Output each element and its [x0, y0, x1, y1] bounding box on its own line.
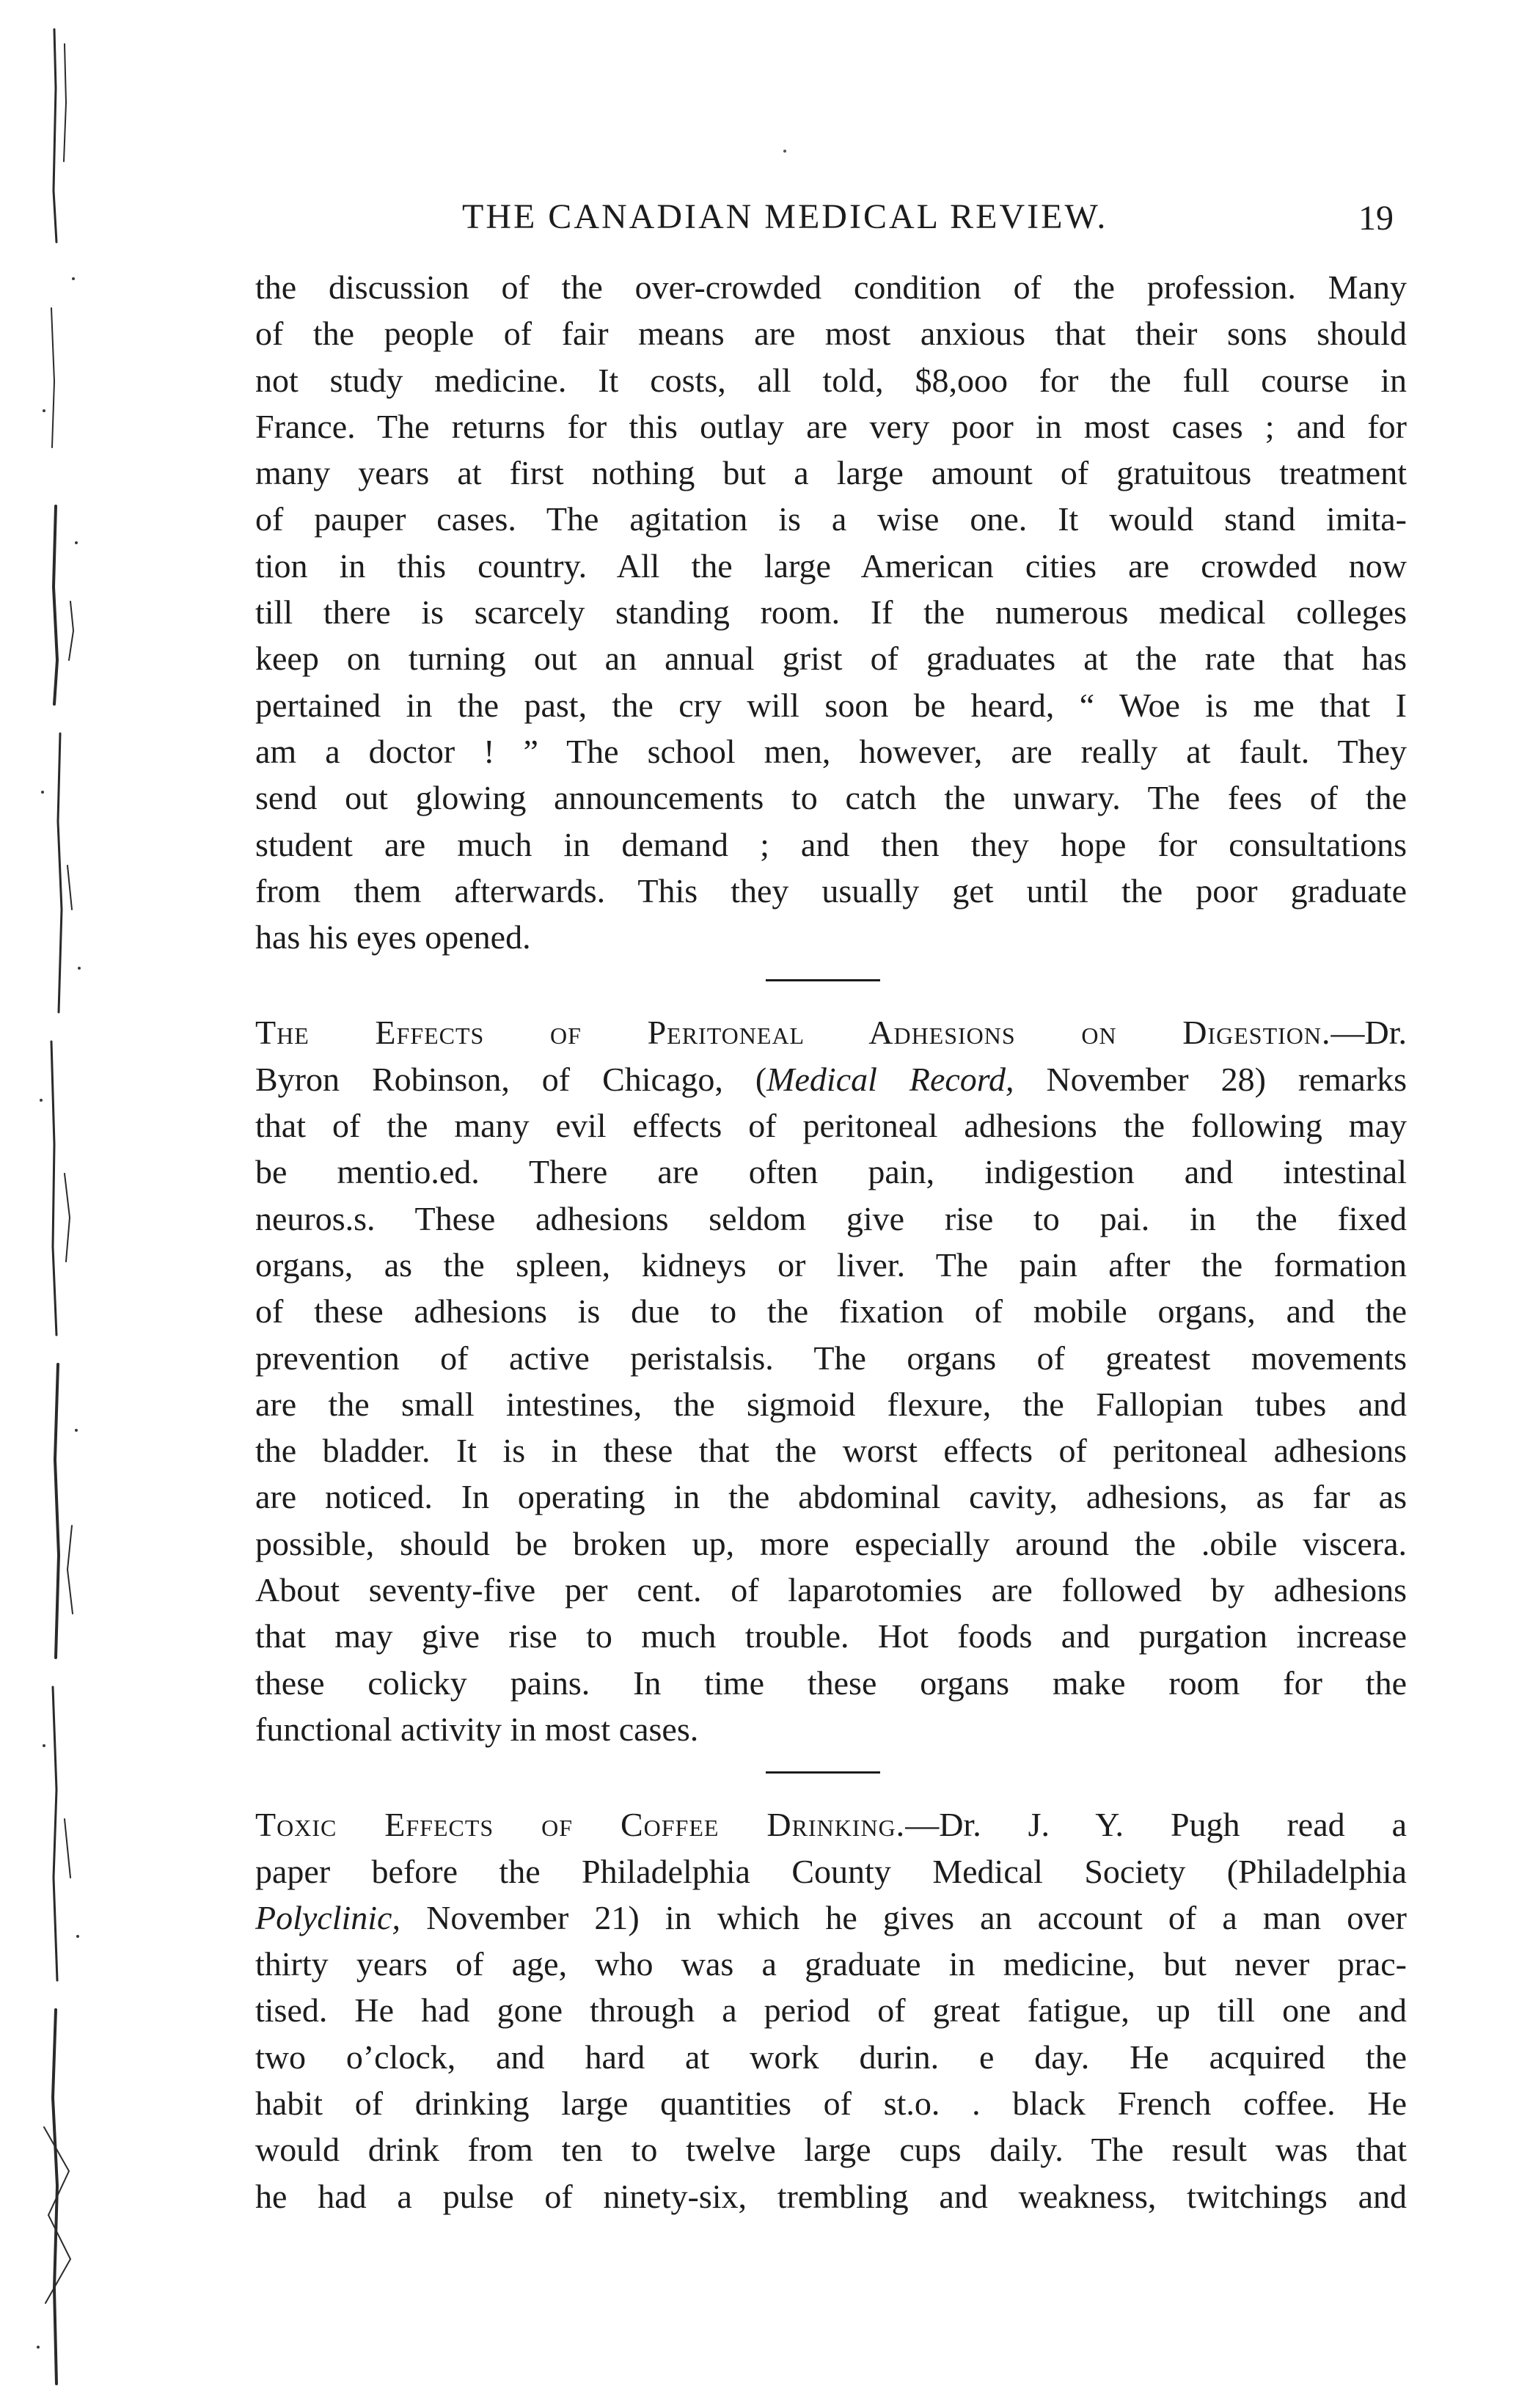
text-segment: Byron Robinson, of Chicago, ( — [255, 1060, 767, 1098]
article-heading-line — [255, 1801, 1407, 1848]
text-line: student are much in demand ; and then they hope for consultations — [255, 825, 1407, 863]
text-line: till there is scarcely standing room. If the numerous medical colleges — [255, 593, 1407, 632]
text-line: prevention of active peristalsis. The organs of greatest movements — [255, 1339, 1407, 1377]
text-line — [255, 1895, 1407, 1941]
text-line: About seventy-five per cent. of laparotomies are followed by adhesions — [255, 1571, 1407, 1609]
text-line: of the people of fair means are most anxious that their sons should — [255, 315, 1407, 353]
text-line: organs, as the spleen, kidneys or liver. The pain after the formation — [255, 1245, 1407, 1284]
text-line: thirty years of age, who was a graduate in medicine, but never prac- — [255, 1945, 1407, 1983]
text-line: that of the many evil effects of peritoneal adhesions the following may — [255, 1107, 1407, 1145]
text-line: are the small intestines, the sigmoid flexure, the Fallopian tubes and — [255, 1385, 1407, 1423]
article-heading: The Effects of Peritoneal Adhesions on Digestion. — [255, 1014, 1331, 1052]
text-line — [255, 1056, 1407, 1102]
text-segment: November 28) remarks — [1014, 1060, 1408, 1098]
journal-title: Medical Record, — [766, 1060, 1014, 1098]
text-line: keep on turning out an annual grist of graduates at the rate that has — [255, 640, 1407, 678]
text-column — [255, 264, 1407, 2219]
text-segment: November 21) in which he gives an account of a man over — [400, 1898, 1407, 1936]
text-line: has his eyes opened. — [255, 918, 531, 956]
text-line: many years at first nothing but a large amount of gratuitous treatment — [255, 454, 1407, 492]
continuation-paragraph — [255, 264, 1407, 960]
journal-title: Polyclinic, — [255, 1898, 400, 1936]
text-line: not study medicine. It costs, all told, $8,ooo for the full course in — [255, 361, 1407, 399]
page-header — [220, 197, 1423, 255]
text-line: the discussion of the over-crowded condition of the profession. Many — [255, 268, 1407, 306]
text-line: send out glowing announcements to catch the unwary. The fees of the — [255, 779, 1407, 817]
text-line: would drink from ten to twelve large cups daily. The result was that — [255, 2131, 1407, 2169]
heading-continuation: —Dr. — [1330, 1014, 1407, 1052]
article-heading-line — [255, 1009, 1407, 1055]
binding-edge-scan-noise — [0, 0, 95, 2408]
text-line: that may give rise to much trouble. Hot foods and purgation increase — [255, 1617, 1407, 1655]
page-number: 19 — [1358, 199, 1394, 238]
text-line: tion in this country. All the large American cities are crowded now — [255, 546, 1407, 585]
text-line: pertained in the past, the cry will soon be heard, “ Woe is me that I — [255, 686, 1407, 724]
article-heading: Toxic Effects of Coffee Drinking. — [255, 1806, 906, 1844]
scan-speck — [783, 150, 786, 153]
text-line: am a doctor ! ” The school men, however, are really at fault. They — [255, 732, 1407, 770]
text-line: habit of drinking large quantities of st.o. . black French coffee. He — [255, 2084, 1407, 2122]
text-line: the bladder. It is in these that the worst effects of peritoneal adhesions — [255, 1432, 1407, 1470]
text-line: are noticed. In operating in the abdominal cavity, adhesions, as far as — [255, 1478, 1407, 1516]
text-line: neuros.s. These adhesions seldom give rise to pai. in the fixed — [255, 1199, 1407, 1237]
article-peritoneal-adhesions — [255, 1009, 1407, 1752]
text-line: these colicky pains. In time these organs make room for the — [255, 1664, 1407, 1702]
article-coffee-drinking — [255, 1801, 1407, 2219]
text-line: two o’clock, and hard at work durin. e day. He acquired the — [255, 2038, 1407, 2076]
text-line: he had a pulse of ninety-six, trembling and weakness, twitchings and — [255, 2177, 1407, 2215]
text-line: from them afterwards. This they usually get until the poor graduate — [255, 871, 1407, 910]
section-divider — [766, 1771, 880, 1774]
text-line: of pauper cases. The agitation is a wise one. It would stand imita- — [255, 500, 1407, 538]
text-line: be mentio.ed. There are often pain, indigestion and intestinal — [255, 1153, 1407, 1191]
section-divider — [766, 979, 880, 981]
running-title: THE CANADIAN MEDICAL REVIEW. — [462, 197, 1108, 236]
text-line: paper before the Philadelphia County Medical Society (Philadelphia — [255, 1852, 1407, 1890]
text-line: functional activity in most cases. — [255, 1710, 699, 1748]
text-line: France. The returns for this outlay are very poor in most cases ; and for — [255, 407, 1407, 445]
text-line: tised. He had gone through a period of great fatigue, up till one and — [255, 1991, 1407, 2030]
text-line: possible, should be broken up, more especially around the .obile viscera. — [255, 1524, 1407, 1562]
heading-continuation: —Dr. J. Y. Pugh read a — [905, 1806, 1407, 1844]
text-line: of these adhesions is due to the fixation of mobile organs, and the — [255, 1292, 1407, 1331]
